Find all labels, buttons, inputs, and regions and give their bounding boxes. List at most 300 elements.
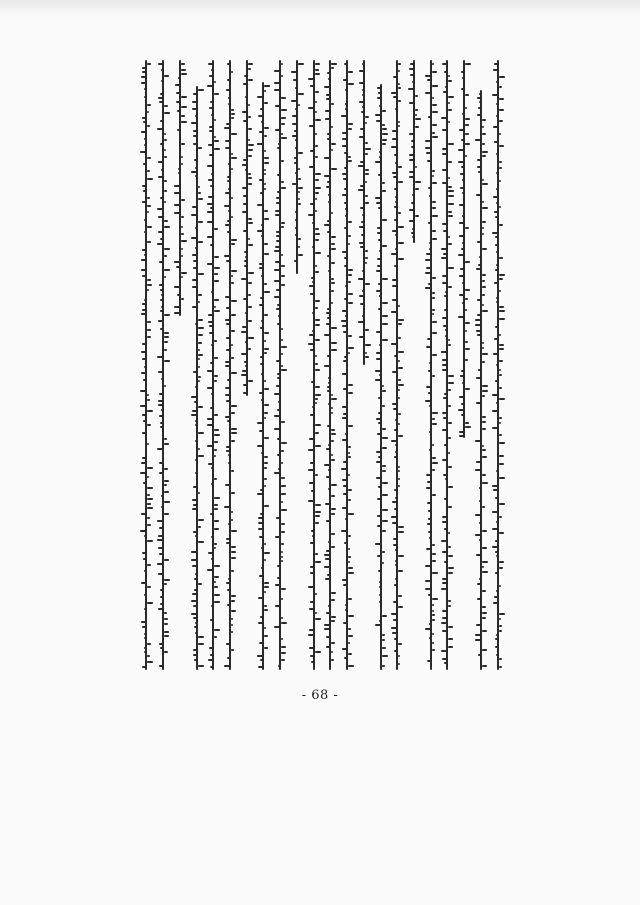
glyph-stroke: [448, 75, 450, 77]
glyph-stroke: [496, 153, 498, 155]
glyph-stroke: [479, 539, 481, 541]
glyph-stroke: [227, 63, 230, 65]
glyph-stroke: [177, 110, 180, 112]
glyph-stroke: [460, 187, 464, 189]
text-column: [140, 60, 152, 670]
glyph-stroke: [478, 654, 481, 656]
glyph-stroke: [365, 356, 369, 358]
glyph-stroke: [432, 572, 438, 574]
glyph-stroke: [311, 277, 314, 279]
glyph-stroke: [331, 454, 333, 456]
glyph-stroke: [274, 296, 280, 298]
glyph-stroke: [432, 238, 437, 240]
glyph-stroke: [147, 241, 151, 243]
glyph-stroke: [231, 282, 234, 284]
glyph-stroke: [460, 375, 464, 377]
glyph-stroke: [365, 142, 368, 144]
glyph-stroke: [274, 280, 280, 282]
glyph-stroke: [448, 177, 450, 179]
glyph-stroke: [193, 260, 197, 262]
glyph-stroke: [477, 598, 481, 600]
glyph-stroke: [311, 530, 314, 532]
glyph-stroke: [465, 388, 470, 390]
glyph-stroke: [344, 167, 347, 169]
glyph-stroke: [194, 626, 197, 628]
glyph-stroke: [465, 261, 470, 263]
glyph-stroke: [442, 578, 447, 580]
glyph-stroke: [343, 584, 347, 586]
glyph-stroke: [214, 547, 216, 549]
glyph-stroke: [398, 606, 403, 608]
glyph-stroke: [315, 69, 319, 71]
glyph-stroke: [331, 412, 333, 414]
glyph-stroke: [226, 307, 230, 309]
glyph-stroke: [164, 618, 168, 620]
glyph-stroke: [482, 561, 488, 563]
glyph-stroke: [157, 356, 163, 358]
glyph-stroke: [315, 398, 318, 400]
glyph-stroke: [482, 151, 488, 153]
glyph-stroke: [226, 538, 230, 540]
glyph-stroke: [382, 245, 387, 247]
glyph-stroke: [227, 604, 230, 606]
glyph-stroke: [214, 629, 220, 631]
glyph-stroke: [331, 236, 336, 238]
glyph-stroke: [398, 470, 400, 472]
glyph-stroke: [315, 363, 318, 365]
glyph-stroke: [499, 86, 502, 88]
glyph-stroke: [459, 222, 464, 224]
glyph-stroke: [164, 612, 167, 614]
glyph-stroke: [442, 317, 447, 319]
glyph-stroke: [207, 370, 213, 372]
glyph-stroke: [214, 273, 218, 275]
glyph-stroke: [310, 150, 314, 152]
glyph-stroke: [382, 143, 386, 145]
glyph-stroke: [198, 432, 204, 434]
glyph-stroke: [226, 337, 230, 339]
glyph-stroke: [164, 133, 166, 135]
glyph-stroke: [429, 449, 431, 451]
glyph-stroke: [398, 70, 400, 72]
glyph-stroke: [448, 236, 450, 238]
glyph-stroke: [426, 152, 431, 154]
glyph-stroke: [198, 448, 200, 450]
glyph-stroke: [324, 464, 330, 466]
glyph-stroke: [362, 63, 364, 65]
glyph-stroke: [181, 240, 187, 242]
glyph-stroke: [479, 522, 481, 524]
glyph-stroke: [248, 222, 253, 224]
glyph-stroke: [198, 366, 200, 368]
glyph-stroke: [324, 224, 330, 226]
glyph-stroke: [331, 282, 335, 284]
glyph-stroke: [208, 552, 213, 554]
glyph-stroke: [343, 79, 347, 81]
glyph-stroke: [432, 412, 438, 414]
glyph-stroke: [315, 119, 321, 121]
glyph-stroke: [496, 402, 498, 404]
glyph-stroke: [158, 161, 163, 163]
glyph-stroke: [198, 319, 203, 321]
glyph-stroke: [315, 324, 320, 326]
glyph-stroke: [248, 68, 251, 70]
glyph-stroke: [147, 487, 153, 489]
glyph-stroke: [365, 329, 369, 331]
glyph-stroke: [248, 128, 252, 130]
glyph-stroke: [392, 632, 397, 634]
glyph-stroke: [362, 89, 364, 91]
glyph-stroke: [174, 306, 180, 308]
glyph-stroke: [226, 400, 230, 402]
glyph-stroke: [315, 612, 317, 614]
glyph-stroke: [375, 379, 381, 381]
glyph-stroke: [178, 172, 180, 174]
glyph-stroke: [342, 648, 347, 650]
glyph-stroke: [147, 443, 149, 445]
glyph-stroke: [298, 104, 300, 106]
glyph-stroke: [193, 130, 197, 132]
glyph-stroke: [426, 548, 431, 550]
glyph-stroke: [311, 381, 314, 383]
glyph-stroke: [228, 462, 230, 464]
glyph-stroke: [160, 197, 163, 199]
glyph-stroke: [448, 161, 452, 163]
glyph-stroke: [315, 233, 320, 235]
glyph-stroke: [331, 651, 333, 653]
glyph-stroke: [194, 159, 197, 161]
glyph-stroke: [432, 544, 435, 546]
glyph-stroke: [448, 243, 452, 245]
glyph-stroke: [496, 297, 498, 299]
glyph-stroke: [192, 508, 197, 510]
glyph-stroke: [378, 486, 381, 488]
glyph-stroke: [428, 283, 431, 285]
glyph-stroke: [226, 446, 230, 448]
text-column: [441, 60, 453, 670]
glyph-stroke: [281, 181, 284, 183]
glyph-stroke: [376, 290, 381, 292]
glyph-stroke: [442, 551, 447, 553]
glyph-stroke: [294, 162, 297, 164]
glyph-stroke: [291, 71, 297, 73]
glyph-stroke: [231, 649, 234, 651]
glyph-stroke: [310, 414, 314, 416]
glyph-stroke: [479, 101, 481, 103]
glyph-stroke: [499, 561, 504, 563]
glyph-stroke: [343, 360, 347, 362]
glyph-stroke: [194, 401, 197, 403]
glyph-stroke: [331, 103, 334, 105]
glyph-stroke: [343, 413, 347, 415]
glyph-stroke: [496, 81, 498, 83]
glyph-stroke: [276, 360, 280, 362]
glyph-stroke: [482, 353, 488, 355]
glyph-stroke: [248, 116, 251, 118]
glyph-stroke: [425, 272, 431, 274]
glyph-stroke: [257, 230, 263, 232]
glyph-stroke: [191, 414, 197, 416]
glyph-stroke: [226, 582, 230, 584]
glyph-stroke: [442, 129, 447, 131]
glyph-stroke: [476, 461, 481, 463]
glyph-stroke: [312, 330, 314, 332]
glyph-stroke: [348, 274, 352, 276]
glyph-stroke: [344, 202, 347, 204]
glyph-stroke: [257, 422, 263, 424]
glyph-stroke: [208, 63, 213, 65]
glyph-stroke: [281, 485, 286, 487]
glyph-stroke: [409, 171, 414, 173]
glyph-stroke: [315, 402, 317, 404]
glyph-stroke: [264, 183, 266, 185]
glyph-stroke: [281, 187, 286, 189]
glyph-stroke: [226, 542, 230, 544]
glyph-stroke: [195, 424, 197, 426]
glyph-stroke: [181, 272, 187, 274]
glyph-stroke: [147, 211, 149, 213]
glyph-stroke: [227, 79, 230, 81]
glyph-stroke: [465, 118, 470, 120]
glyph-stroke: [362, 270, 364, 272]
glyph-stroke: [195, 167, 197, 169]
glyph-stroke: [448, 215, 453, 217]
glyph-stroke: [298, 187, 303, 189]
glyph-stroke: [432, 124, 437, 126]
glyph-stroke: [482, 361, 485, 363]
glyph-stroke: [393, 408, 397, 410]
glyph-stroke: [432, 418, 435, 420]
glyph-stroke: [177, 129, 180, 131]
glyph-stroke: [442, 223, 447, 225]
glyph-stroke: [382, 494, 388, 496]
glyph-stroke: [482, 421, 486, 423]
glyph-stroke: [461, 166, 464, 168]
glyph-stroke: [432, 332, 437, 334]
text-column: [458, 60, 470, 670]
glyph-stroke: [181, 276, 183, 278]
glyph-stroke: [242, 111, 247, 113]
glyph-stroke: [343, 331, 347, 333]
glyph-stroke: [231, 595, 236, 597]
glyph-stroke: [382, 339, 388, 341]
glyph-stroke: [147, 205, 151, 207]
glyph-stroke: [243, 195, 247, 197]
glyph-stroke: [264, 218, 269, 220]
glyph-stroke: [181, 69, 186, 71]
glyph-stroke: [482, 248, 487, 250]
glyph-stroke: [281, 543, 284, 545]
glyph-stroke: [312, 246, 314, 248]
glyph-stroke: [141, 76, 146, 78]
glyph-stroke: [392, 138, 397, 140]
glyph-stroke: [331, 248, 336, 250]
glyph-stroke: [214, 586, 218, 588]
glyph-stroke: [281, 339, 283, 341]
glyph-stroke: [428, 187, 431, 189]
glyph-stroke: [315, 101, 317, 103]
glyph-stroke: [477, 334, 481, 336]
glyph-stroke: [391, 440, 397, 442]
glyph-stroke: [315, 522, 319, 524]
glyph-stroke: [499, 666, 502, 668]
glyph-stroke: [427, 160, 431, 162]
glyph-stroke: [398, 351, 404, 353]
glyph-stroke: [147, 111, 149, 113]
glyph-stroke: [382, 405, 385, 407]
glyph-stroke: [309, 334, 314, 336]
glyph-stroke: [348, 425, 353, 427]
glyph-stroke: [231, 197, 233, 199]
glyph-stroke: [293, 79, 297, 81]
glyph-stroke: [292, 135, 297, 137]
glyph-stroke: [281, 365, 283, 367]
glyph-stroke: [482, 227, 484, 229]
glyph-stroke: [214, 449, 217, 451]
glyph-stroke: [207, 165, 213, 167]
glyph-stroke: [315, 307, 318, 309]
glyph-stroke: [492, 232, 498, 234]
glyph-stroke: [310, 566, 314, 568]
glyph-stroke: [147, 494, 150, 496]
glyph-stroke: [398, 435, 403, 437]
glyph-stroke: [281, 346, 287, 348]
glyph-stroke: [432, 309, 435, 311]
glyph-stroke: [499, 278, 503, 280]
glyph-stroke: [499, 387, 502, 389]
glyph-stroke: [214, 93, 219, 95]
glyph-stroke: [174, 192, 180, 194]
glyph-stroke: [441, 351, 447, 353]
glyph-stroke: [312, 312, 314, 314]
glyph-stroke: [164, 484, 167, 486]
text-column: [274, 60, 286, 670]
glyph-stroke: [382, 551, 385, 553]
glyph-stroke: [276, 231, 280, 233]
glyph-stroke: [281, 123, 285, 125]
glyph-stroke: [331, 513, 335, 515]
glyph-stroke: [392, 230, 397, 232]
glyph-stroke: [496, 590, 498, 592]
glyph-stroke: [264, 609, 268, 611]
glyph-stroke: [409, 68, 414, 70]
glyph-stroke: [499, 206, 501, 208]
glyph-stroke: [398, 121, 400, 123]
glyph-stroke: [499, 585, 501, 587]
glyph-stroke: [295, 87, 297, 89]
glyph-stroke: [376, 352, 381, 354]
glyph-stroke: [415, 166, 417, 168]
glyph-stroke: [494, 141, 498, 143]
glyph-stroke: [331, 459, 335, 461]
glyph-stroke: [198, 198, 203, 200]
glyph-stroke: [442, 369, 447, 371]
glyph-stroke: [379, 250, 381, 252]
glyph-stroke: [214, 267, 220, 269]
glyph-stroke: [214, 414, 218, 416]
glyph-stroke: [228, 103, 230, 105]
glyph-stroke: [331, 533, 335, 535]
glyph-stroke: [207, 424, 213, 426]
glyph-stroke: [398, 181, 403, 183]
glyph-stroke: [147, 602, 153, 604]
glyph-stroke: [415, 95, 418, 97]
glyph-stroke: [476, 268, 481, 270]
glyph-stroke: [325, 118, 330, 120]
glyph-stroke: [398, 526, 404, 528]
glyph-stroke: [429, 195, 431, 197]
glyph-stroke: [275, 246, 280, 248]
glyph-stroke: [344, 356, 347, 358]
glyph-stroke: [248, 144, 254, 146]
glyph-stroke: [281, 133, 283, 135]
glyph-stroke: [164, 314, 170, 316]
glyph-stroke: [231, 117, 234, 119]
glyph-stroke: [343, 388, 347, 390]
glyph-stroke: [193, 649, 197, 651]
glyph-stroke: [391, 311, 397, 313]
text-column: [291, 60, 303, 670]
glyph-stroke: [244, 260, 247, 262]
glyph-stroke: [281, 531, 285, 533]
glyph-stroke: [226, 643, 230, 645]
glyph-stroke: [432, 604, 434, 606]
glyph-stroke: [315, 319, 320, 321]
glyph-stroke: [359, 82, 364, 84]
glyph-stroke: [228, 578, 230, 580]
glyph-stroke: [429, 362, 431, 364]
glyph-stroke: [348, 71, 353, 73]
glyph-stroke: [492, 394, 498, 396]
glyph-stroke: [382, 509, 388, 511]
glyph-stroke: [344, 542, 347, 544]
glyph-stroke: [494, 211, 498, 213]
glyph-stroke: [496, 654, 498, 656]
glyph-stroke: [459, 435, 464, 437]
glyph-stroke: [264, 404, 269, 406]
glyph-stroke: [198, 583, 202, 585]
glyph-stroke: [164, 559, 169, 561]
glyph-stroke: [227, 589, 230, 591]
glyph-stroke: [348, 235, 351, 237]
glyph-stroke: [458, 409, 464, 411]
glyph-stroke: [432, 642, 434, 644]
glyph-stroke: [164, 336, 169, 338]
glyph-stroke: [241, 331, 247, 333]
glyph-stroke: [331, 278, 334, 280]
glyph-stroke: [432, 175, 434, 177]
glyph-stroke: [331, 433, 336, 435]
glyph-stroke: [426, 386, 431, 388]
glyph-stroke: [376, 270, 381, 272]
glyph-stroke: [432, 560, 436, 562]
glyph-stroke: [181, 73, 187, 75]
glyph-stroke: [429, 248, 431, 250]
glyph-stroke: [178, 168, 180, 170]
glyph-stroke: [324, 624, 330, 626]
glyph-stroke: [494, 338, 498, 340]
glyph-stroke: [315, 515, 320, 517]
glyph-stroke: [315, 187, 321, 189]
glyph-stroke: [160, 422, 163, 424]
glyph-stroke: [310, 462, 314, 464]
glyph-stroke: [499, 516, 502, 518]
glyph-stroke: [499, 374, 502, 376]
glyph-stroke: [308, 214, 314, 216]
glyph-stroke: [312, 535, 314, 537]
glyph-stroke: [359, 70, 364, 72]
glyph-stroke: [398, 323, 402, 325]
